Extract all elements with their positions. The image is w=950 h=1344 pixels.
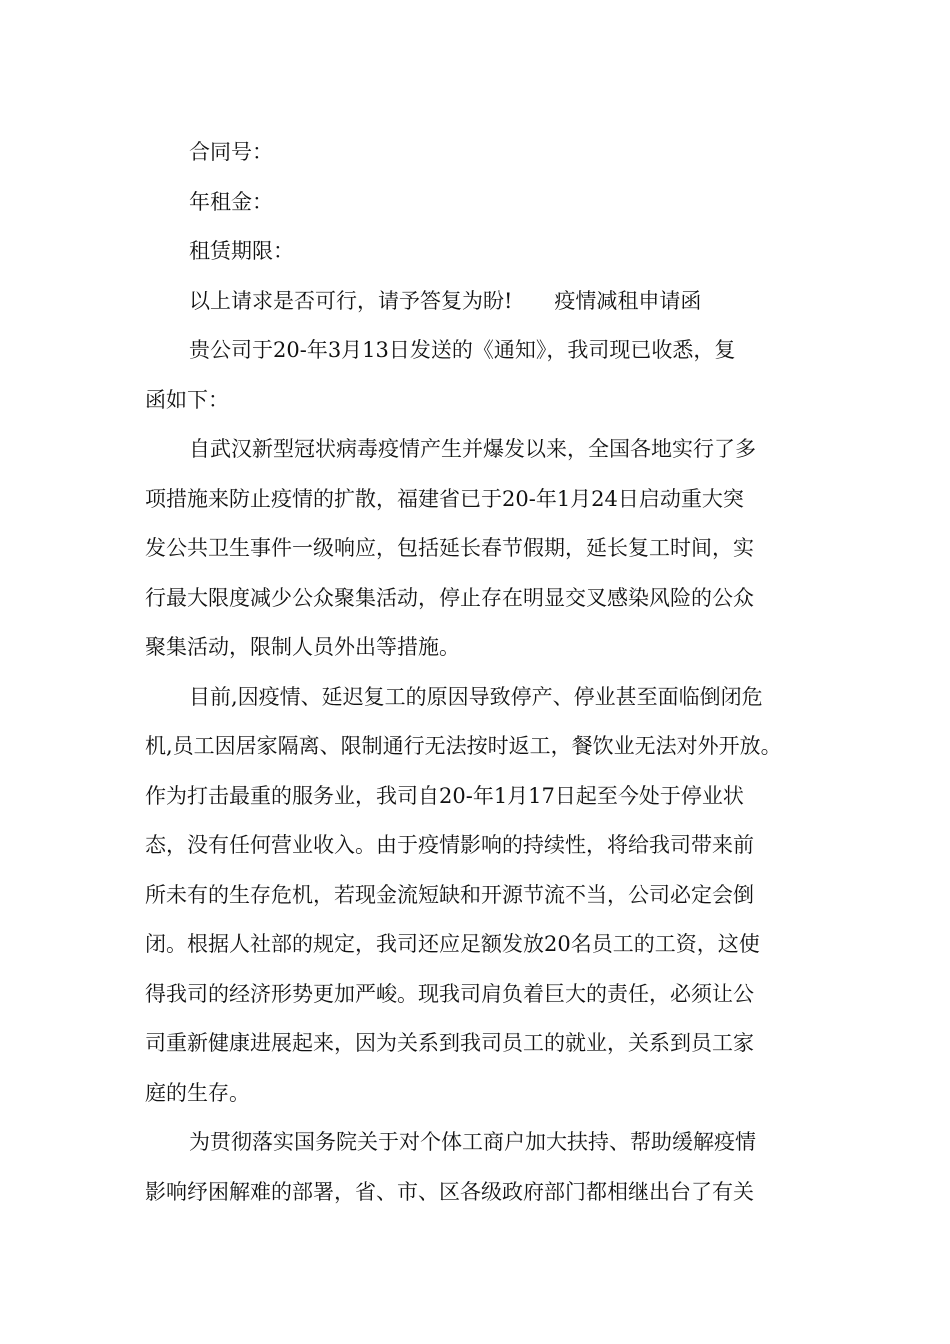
paragraph-line: 贵公司于20-年3月13日发送的《通知》，我司现已收悉，复 [189, 338, 736, 362]
paragraph-line: 函如下： [145, 387, 229, 412]
paragraph-line: 行最大限度减少公众聚集活动，停止存在明显交叉感染风险的公众 [145, 585, 754, 610]
annual-rent-line: 年租金： [189, 189, 273, 214]
request-closing-line: 以上请求是否可行，请予答复为盼! 疫情减租申请函 [189, 288, 702, 313]
paragraph-line: 目前,因疫情、延迟复工的原因导致停产、停业甚至面临倒闭危 [189, 684, 763, 709]
paragraph-line: 聚集活动，限制人员外出等措施。 [145, 635, 460, 659]
paragraph-line: 影响纾困解难的部署，省、市、区各级政府部门都相继出台了有关 [145, 1179, 754, 1204]
document-body [145, 128, 810, 1217]
paragraph-line: 发公共卫生事件一级响应，包括延长春节假期，延长复工时间，实 [145, 536, 754, 560]
lease-term-line: 租赁期限： [189, 239, 294, 263]
paragraph-line: 机,员工因居家隔离、限制通行无法按时返工，餐饮业无法对外开放。 [145, 734, 782, 758]
paragraph-line: 闭。根据人社部的规定，我司还应足额发放20名员工的工资，这使 [145, 932, 760, 956]
paragraph-line: 态，没有任何营业收入。由于疫情影响的持续性，将给我司带来前 [145, 833, 754, 857]
paragraph-line: 庭的生存。 [145, 1080, 250, 1105]
paragraph-line: 自武汉新型冠状病毒疫情产生并爆发以来，全国各地实行了多 [189, 437, 756, 461]
paragraph-line: 所未有的生存危机，若现金流短缺和开源节流不当，公司必定会倒 [145, 882, 754, 907]
paragraph-line: 司重新健康进展起来，因为关系到我司员工的就业，关系到员工家 [145, 1031, 754, 1055]
paragraph-line: 为贯彻落实国务院关于对个体工商户加大扶持、帮助缓解疫情 [189, 1130, 756, 1154]
paragraph-line: 作为打击最重的服务业，我司自20-年1月17日起至今处于停业状 [145, 783, 744, 808]
paragraph-line: 项措施来防止疫情的扩散，福建省已于20-年1月24日启动重大突 [145, 486, 744, 511]
contract-number-line: 合同号： [189, 140, 273, 164]
paragraph-line: 得我司的经济形势更加严峻。现我司肩负着巨大的责任，必须让公 [145, 981, 754, 1006]
